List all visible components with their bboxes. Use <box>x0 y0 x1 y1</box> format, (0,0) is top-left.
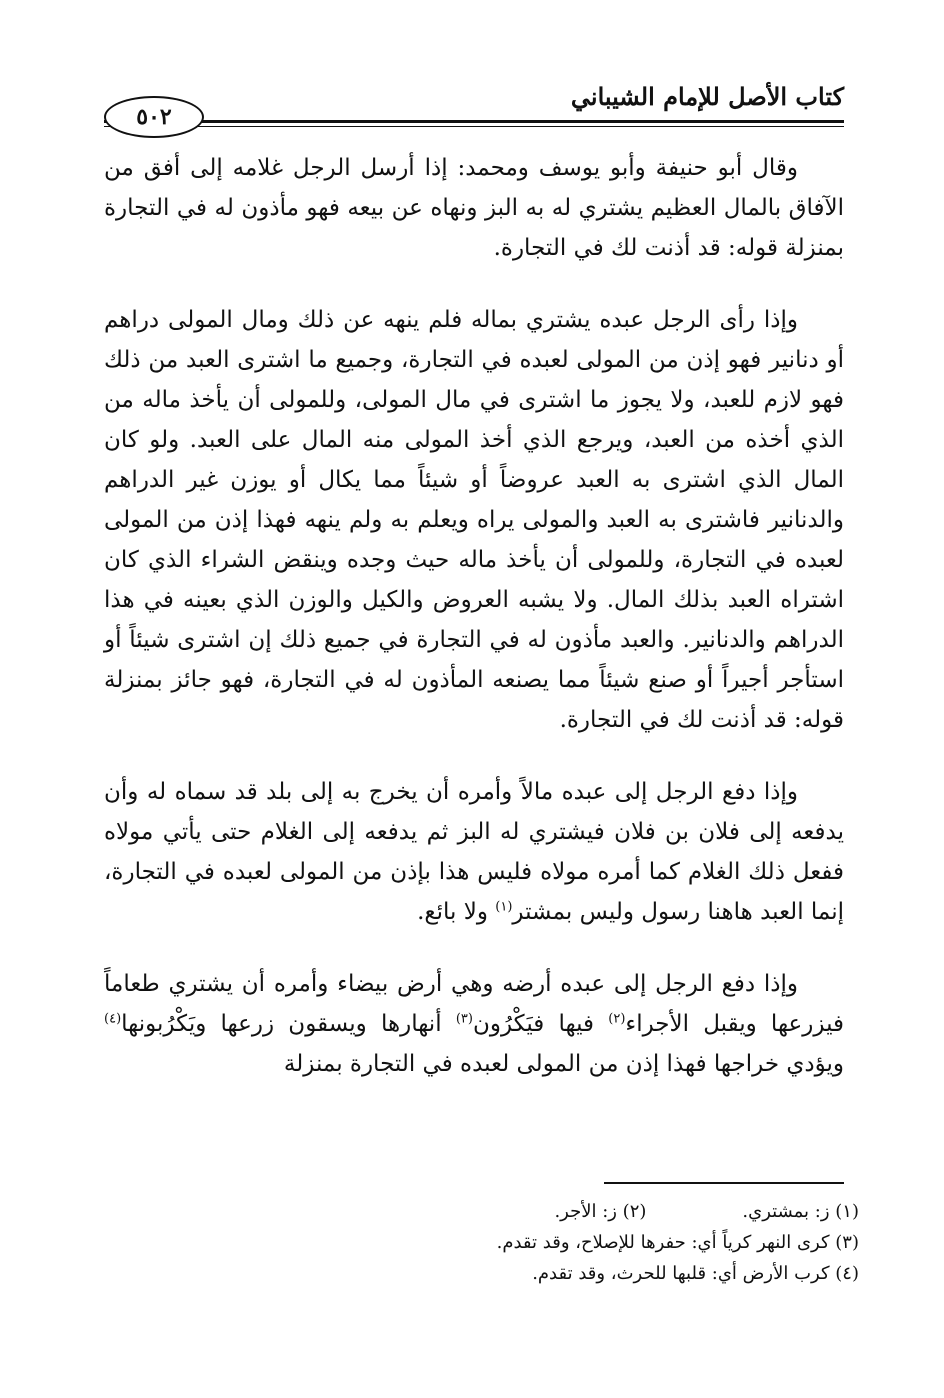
paragraph-3-text: وإذا دفع الرجل إلى عبده مالاً وأمره أن يخرج به إلى بلد قد سماه له وأن يدفعه إلى فلان بن فلان فيشتري له البز ثم يدفعه إلى الغلام حتى يأتي مولاه ففعل ذلك الغلام كما أمره مولاه فليس هذا بإذن من المولى لعبده في التجارة، إنما العبد هاهنا رسول وليس بمشتر <box>104 779 844 925</box>
paragraph-1: وقال أبو حنيفة وأبو يوسف ومحمد: إذا أرسل الرجل غلامه إلى أفق من الآفاق بالمال العظيم يشتري له به البز ونهاه عن بيعه فهو مأذون له في التجارة بمنزلة قوله: قد أذنت لك في التجارة. <box>104 155 844 261</box>
paragraph-4 <box>104 964 844 1084</box>
paragraph-4-part-3: أنهارها ويسقون زرعها ويَكْرُبونها <box>121 1011 456 1037</box>
footnote-4: (٤) كرب الأرض أي: قلبها للحرث، وقد تقدم. <box>532 1263 859 1284</box>
footnote-3: (٣) كرى النهر كرياً أي: حفرها للإصلاح، وقد تقدم. <box>496 1232 859 1253</box>
footnote-separator <box>604 1182 844 1184</box>
paragraph-4-part-4: ويؤدي خراجها فهذا إذن من المولى لعبده في التجارة بمنزلة <box>283 1051 844 1077</box>
paragraph-3 <box>104 772 844 932</box>
footnote-ref-1[interactable]: (١) <box>495 899 513 915</box>
footnote-1: (١) ز: بمشتري. <box>742 1201 859 1222</box>
main-text <box>104 148 844 1116</box>
footnotes <box>104 1196 859 1289</box>
paragraph-4-part-1: وإذا دفع الرجل إلى عبده أرضه وهي أرض بيضاء وأمره أن يشتري طعاماً فيزرعها ويقبل الأجراء <box>104 971 844 1037</box>
book-title: كتاب الأصل للإمام الشيباني <box>570 82 844 111</box>
footnote-2: (٢) ز: الأجر. <box>554 1201 647 1222</box>
page-number: ٥٠٢ <box>104 96 204 138</box>
header-rule-thin <box>104 126 844 127</box>
footnote-ref-4[interactable]: (٤) <box>104 1011 122 1027</box>
footnote-row-1 <box>104 1196 859 1227</box>
paragraph-4-part-2: فيها فيَكْرُون <box>472 1011 609 1037</box>
footnote-ref-3[interactable]: (٣) <box>455 1011 473 1027</box>
paragraph-2: وإذا رأى الرجل عبده يشتري بماله فلم ينهه عن ذلك ومال المولى دراهم أو دنانير فهو إذن من المولى لعبده في التجارة، وجميع ما اشترى العبد من ذلك فهو لازم للعبد، ولا يجوز ما اشترى في مال المولى، وللمولى أن يأخذ ماله من الذي أخذه من العبد، ويرجع الذي أخذ المولى منه المال على العبد. ولو كان المال الذي اشترى به العبد عروضاً أو شيئاً مما يكال أو يوزن غير الدراهم والدنانير فاشترى به العبد والمولى يراه ويعلم به ولم ينهه فهذا إذن من المولى لعبده في التجارة، وللمولى أن يأخذ ماله حيث وجده وينقض الشراء الذي كان اشتراه العبد بذلك المال. ولا يشبه العروض والكيل والوزن الذي بعينه في هذا الدراهم والدنانير. والعبد مأذون له في التجارة في جميع ذلك إن اشترى شيئاً أو استأجر أجيراً أو صنع شيئاً مما يصنعه المأذون له في التجارة، فهو جائز بمنزلة قوله: قد أذنت لك في التجارة. <box>104 307 844 733</box>
page-header <box>104 82 844 128</box>
header-rule-thick <box>104 120 844 123</box>
paragraph-3-end: ولا بائع. <box>417 899 496 925</box>
footnote-ref-2[interactable]: (٢) <box>608 1011 626 1027</box>
